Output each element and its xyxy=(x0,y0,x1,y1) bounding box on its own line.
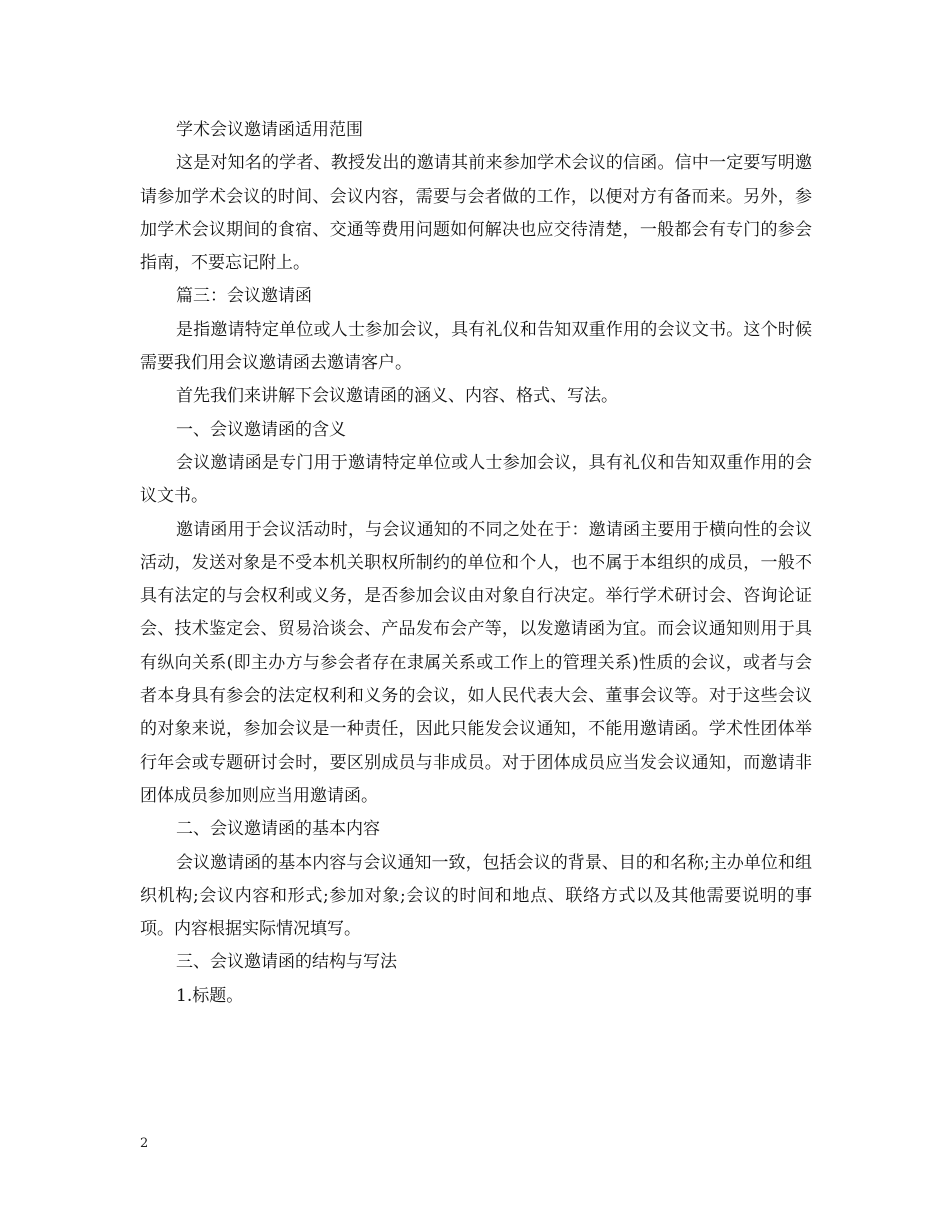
body-paragraph: 会议邀请函是专门用于邀请特定单位或人士参加会议，具有礼仪和告知双重作用的会议文书。 xyxy=(140,452,812,507)
section-heading: 学术会议邀请函适用范围 xyxy=(176,120,363,140)
body-paragraph: 首先我们来讲解下会议邀请函的涵义、内容、格式、写法。 xyxy=(176,386,618,407)
section-heading: 二、会议邀请函的基本内容 xyxy=(176,819,380,840)
body-paragraph: 会议邀请函的基本内容与会议通知一致，包括会议的背景、目的和名称;主办单位和组织机构;会议内容和形式;参加对象;会议的时间和地点、联络方式以及其他需要说明的事项。内容根据实际情况填写。 xyxy=(140,852,812,940)
body-paragraph: 邀请函用于会议活动时，与会议通知的不同之处在于：邀请函主要用于横向性的会议活动，发送对象是不受本机关职权所制约的单位和个人，也不属于本组织的成员，一般不具有法定的与会权利或义务，是否参加会议由对象自行决定。举行学术研讨会、咨询论证会、技术鉴定会、贸易洽谈会、产品发布会产等，以发邀请函为宜。而会议通知则用于具有纵向关系(即主办方与参会者存在隶属关系或工作上的管理关系)性质的会议，或者与会者本身具有参会的法定权利和义务的会议，如人民代表大会、董事会议等。对于这些会议的对象来说，参加会议是一种责任，因此只能发会议通知，不能用邀请函。学术性团体举行年会或专题研讨会时，要区别成员与非成员。对于团体成员应当发会议通知，而邀请非团体成员参加则应当用邀请函。 xyxy=(140,519,812,806)
section-heading: 三、会议邀请函的结构与写法 xyxy=(176,952,397,973)
body-paragraph: 这是对知名的学者、教授发出的邀请其前来参加学术会议的信函。信中一定要写明邀请参加学术会议的时间、会议内容，需要与会者做的工作，以便对方有备而来。另外，参加学术会议期间的食宿、交通等费用问题如何解决也应交待清楚，一般都会有专门的参会指南，不要忘记附上。 xyxy=(140,153,812,274)
section-heading: 一、会议邀请函的含义 xyxy=(176,419,346,440)
list-item: 1.标题。 xyxy=(176,985,244,1006)
body-paragraph: 是指邀请特定单位或人士参加会议，具有礼仪和告知双重作用的会议文书。这个时候需要我们用会议邀请函去邀请客户。 xyxy=(140,319,812,374)
document-body xyxy=(140,114,812,1013)
section-heading: 篇三：会议邀请函 xyxy=(176,286,312,307)
page-number: 2 xyxy=(140,1136,149,1151)
